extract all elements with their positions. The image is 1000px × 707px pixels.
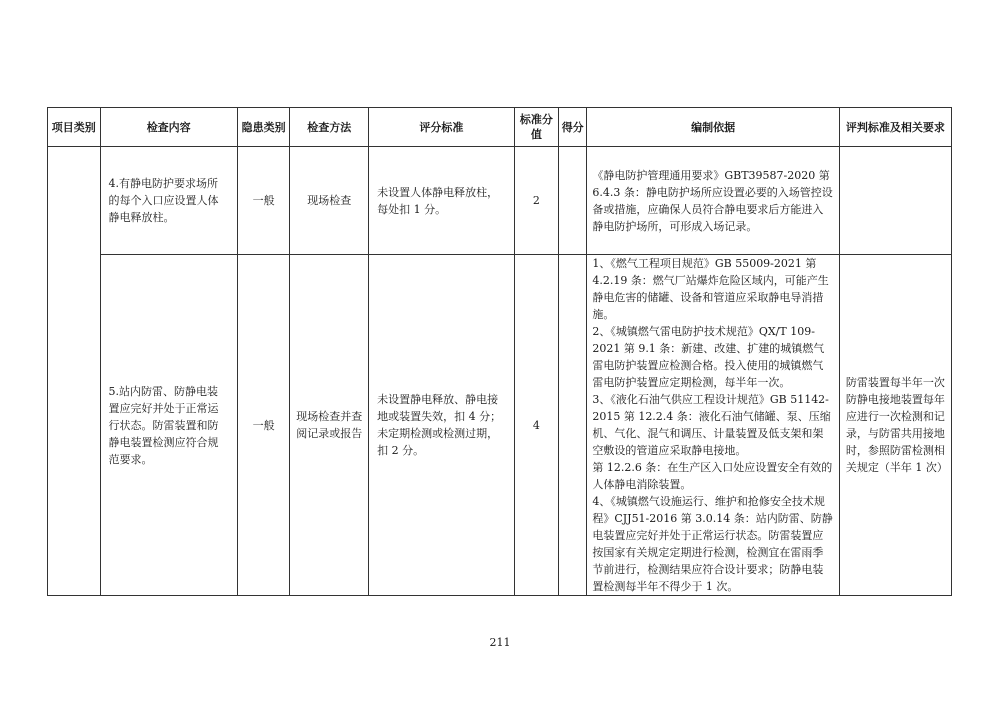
header-score: 标准分值	[514, 108, 558, 147]
header-requirement: 评判标准及相关要求	[839, 108, 951, 147]
header-row	[48, 108, 952, 147]
basis-paragraph: 4、《城镇燃气设施运行、维护和抢修安全技术规程》CJJ51-2016 第 3.0.14 条：站内防雷、防静电装置应完好并处于正常运行状态。防雷装置应按国家有关规定定期进行检测，检测宜在雷雨季节前进行，检测结果应符合设计要求；防静电装置检测每半年不得少于 1 次。	[592, 495, 833, 593]
header-standard: 评分标准	[369, 108, 514, 147]
basis-cell	[587, 147, 840, 255]
header-method: 检查方法	[290, 108, 369, 147]
table-row	[48, 255, 952, 596]
method-cell: 现场检查并查阅记录或报告	[290, 255, 369, 596]
table-row	[48, 147, 952, 255]
basis-paragraph: 《静电防护管理通用要求》GBT39587-2020 第 6.4.3 条：静电防护场所应设置必要的入场管控设备或措施，应确保人员符合静电要求后方能进入静电防护场所，可形成入场记录。	[592, 168, 833, 233]
header-got: 得分	[559, 108, 587, 147]
basis-paragraph: 2、《城镇燃气雷电防护技术规范》QX/T 109-2021 第 9.1 条：新建、改建、扩建的城镇燃气雷电防护装置应检测合格。投入使用的城镇燃气雷电防护装置应定期检测，每半年一次。	[592, 325, 825, 389]
requirement-cell: 防雷装置每半年一次防静电接地装置每年应进行一次检测和记录，与防雷共用接地时，参照防雷检测相关规定（半年 1 次）	[839, 255, 951, 596]
page-number: 211	[489, 636, 511, 649]
basis-paragraph: 3、《液化石油气供应工程设计规范》GB 51142-2015 第 12.2.4 条：液化石油气储罐、泵、压缩机、气化、混气和调压、计量装置及低支架和架空敷设的管道应采取静电接地。	[592, 393, 831, 457]
got-cell	[559, 147, 587, 255]
hazard-cell: 一般	[237, 255, 290, 596]
header-hazard: 隐患类别	[237, 108, 290, 147]
header-basis: 编制依据	[587, 108, 840, 147]
category-cell	[48, 147, 101, 596]
hazard-cell: 一般	[237, 147, 290, 255]
header-content: 检查内容	[100, 108, 237, 147]
score-cell: 4	[514, 255, 558, 596]
check-content-cell: 5.站内防雷、防静电装置应完好并处于正常运行状态。防雷装置和防静电装置检测应符合规范要求。	[100, 255, 237, 596]
scoring-standard-cell: 未设置人体静电释放柱，每处扣 1 分。	[369, 147, 514, 255]
method-cell: 现场检查	[290, 147, 369, 255]
basis-cell	[587, 255, 840, 596]
header-category: 项目类别	[48, 108, 101, 147]
inspection-table	[47, 107, 952, 596]
basis-paragraph: 1、《燃气工程项目规范》GB 55009-2021 第 4.2.19 条：燃气厂站爆炸危险区域内，可能产生静电危害的储罐、设备和管道应采取静电导消措施。	[592, 257, 829, 321]
score-cell: 2	[514, 147, 558, 255]
check-content-cell: 4.有静电防护要求场所的每个入口应设置人体静电释放柱。	[100, 147, 237, 255]
requirement-cell	[839, 147, 951, 255]
basis-paragraph: 第 12.2.6 条：在生产区入口处应设置安全有效的人体静电消除装置。	[592, 461, 833, 491]
scoring-standard-cell: 未设置静电释放、静电接地或装置失效，扣 4 分；未定期检测或检测过期，扣 2 分。	[369, 255, 514, 596]
got-cell	[559, 255, 587, 596]
